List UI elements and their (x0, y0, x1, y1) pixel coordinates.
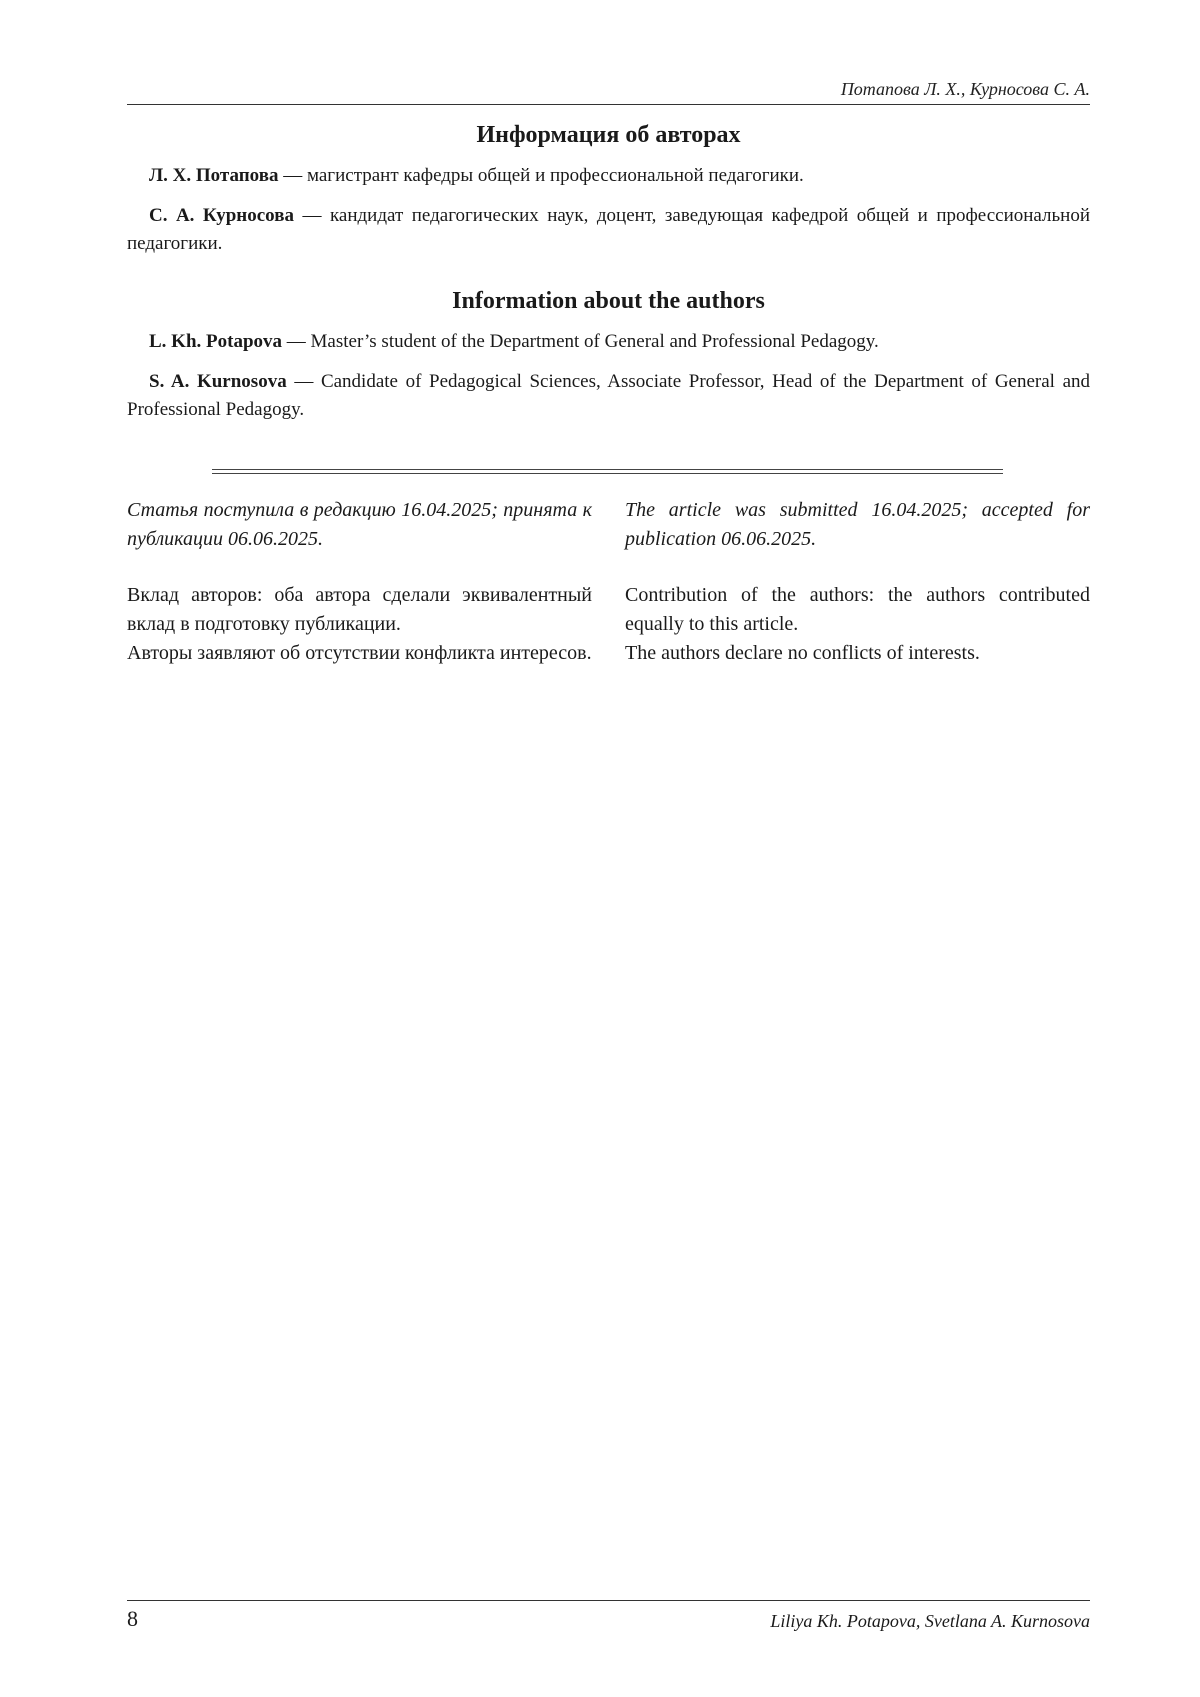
author-description: — Candidate of Pedagogical Sciences, Associate Professor, Head of the Department of General and Professional Pedagogy. (127, 371, 1091, 420)
running-head: Потапова Л. Х., Курносова С. А. (840, 79, 1090, 99)
contribution-statement: Вклад авторов: оба автора сделали эквивалентный вклад в подготовку публикации. (127, 584, 592, 635)
meta-column-en (625, 496, 1090, 668)
ru-section-title: Информация об авторах (476, 122, 741, 148)
en-author-potapova (127, 328, 1090, 356)
conflict-statement: The authors declare no conflicts of interests. (625, 642, 980, 664)
ru-author-kurnosova (127, 202, 1090, 258)
author-name: L. Kh. Potapova (149, 331, 283, 352)
submission-dates: The article was submitted 16.04.2025; accepted for publication 06.06.2025. (625, 499, 1090, 550)
author-description: — магистрант кафедры общей и профессиональной педагогики. (278, 165, 804, 186)
page-number: 8 (127, 1606, 138, 1631)
en-author-kurnosova (127, 368, 1090, 424)
meta-column-ru (127, 496, 592, 668)
author-description: — Master’s student of the Department of General and Professional Pedagogy. (282, 331, 879, 352)
page-header (127, 78, 1090, 105)
double-rule-divider (212, 469, 1003, 474)
footer-authors: Liliya Kh. Potapova, Svetlana A. Kurnosova (770, 1611, 1090, 1631)
conflict-statement: Авторы заявляют об отсутствии конфликта интересов. (127, 642, 592, 664)
author-name: С. А. Курносова (149, 205, 294, 226)
contribution-statement: Contribution of the authors: the authors contributed equally to this article. (625, 584, 1090, 635)
author-name: Л. Х. Потапова (149, 165, 279, 186)
en-section-title: Information about the authors (452, 288, 765, 314)
ru-author-potapova (127, 162, 1090, 190)
submission-dates: Статья поступила в редакцию 16.04.2025; принята к публикации 06.06.2025. (127, 499, 592, 550)
author-info (127, 120, 1090, 436)
page-footer (127, 1600, 1090, 1631)
author-name: S. A. Kurnosova (149, 371, 287, 392)
author-description: — кандидат педагогических наук, доцент, заведующая кафедрой общей и профессиональной педагогики. (127, 205, 1090, 254)
